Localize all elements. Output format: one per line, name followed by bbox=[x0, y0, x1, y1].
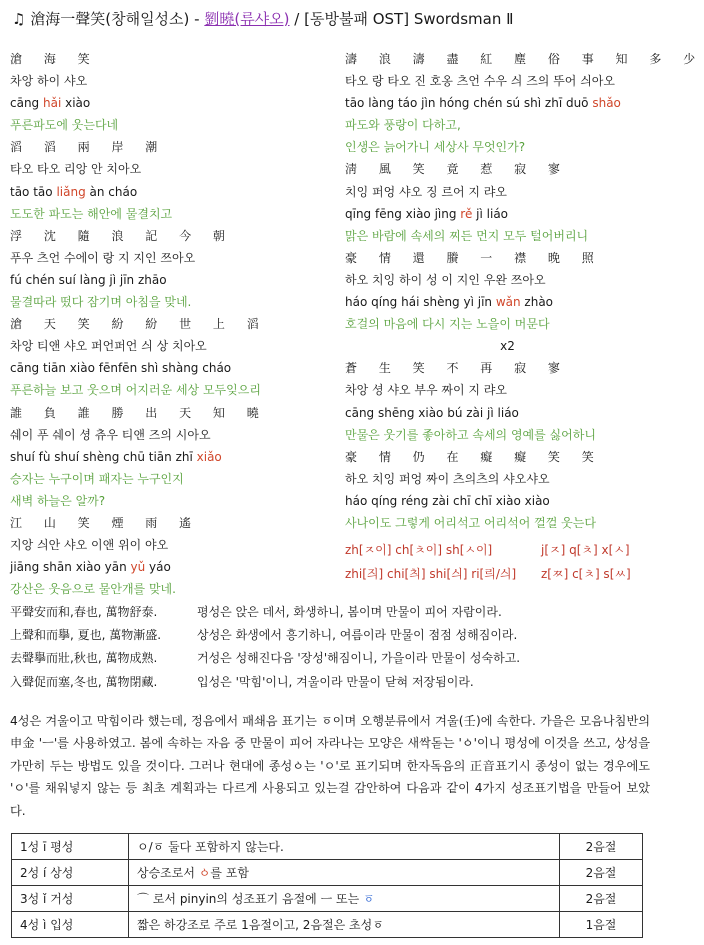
lyric-line: 誰 負 誰 勝 出 天 知 曉 bbox=[10, 405, 268, 420]
translation-line: 파도와 풍랑이 다하고, bbox=[345, 118, 461, 133]
tone-name-cell: 3성 ǐ 거성 bbox=[12, 886, 129, 912]
table-row bbox=[12, 912, 643, 938]
source-label: [동방불패 OST] Swordsman Ⅱ bbox=[304, 10, 514, 28]
translation-line: 사나이도 그렇게 어리석고 어리석어 껄껄 웃는다 bbox=[345, 515, 596, 530]
tone-highlight: rě bbox=[460, 206, 473, 221]
lyric-line: 豪 情 仍 在 癡 癡 笑 笑 bbox=[345, 449, 603, 464]
phonetic-row bbox=[345, 538, 650, 562]
lyric-line: háo qíng hái shèng yì jīn wǎn zhào bbox=[345, 295, 554, 310]
lyric-line: cāng hǎi xiào bbox=[10, 96, 91, 111]
phonetic-right: z[ㅉ] c[ㅊ] s[ㅆ] bbox=[541, 567, 631, 581]
table-row bbox=[12, 886, 643, 912]
tone-desc-cell: ⌒ 로서 pinyin의 성조표기 음절에 ㅡ 또는 ㆆ bbox=[129, 886, 560, 912]
table-row bbox=[12, 834, 643, 860]
tone-name-cell: 4성 ì 입성 bbox=[12, 912, 129, 938]
tone-highlight: hǎi bbox=[43, 96, 62, 111]
lyric-line: tāo làng táo jìn hóng chén sú shì zhī duō shǎo bbox=[345, 96, 621, 111]
lyric-line: 하오 치잉 퍼엉 짜이 츠의츠의 샤오샤오 bbox=[345, 471, 550, 486]
tone-hanja: 平聲安而和,春也, 萬物舒泰. bbox=[10, 605, 158, 619]
phonetic-left: zh[ㅈ이] ch[ㅊ이] sh[ㅅ이] bbox=[345, 543, 493, 557]
lyric-line: háo qíng réng zài chī chī xiào xiào bbox=[345, 493, 550, 508]
tone-highlight: shǎo bbox=[592, 96, 621, 111]
translation-line: 강산은 웃음으로 물안개를 맞네. bbox=[10, 582, 176, 597]
tone-korean: 상성은 화생에서 흥기하니, 여름이라 만물이 점점 성해짐이라. bbox=[197, 628, 518, 643]
lyric-line: 지앙 싀안 샤오 이앤 위이 야오 bbox=[10, 538, 169, 553]
tone-hanja: 去聲擧而壯,秋也, 萬物成熟. bbox=[10, 651, 158, 666]
tone-name-cell: 1성 ī 평성 bbox=[12, 834, 129, 860]
lyric-line: jiāng shān xiào yān yǔ yáo bbox=[10, 560, 171, 575]
phonetic-right: j[ㅈ] q[ㅊ] x[ㅅ] bbox=[541, 543, 630, 557]
syllable-cell: 2음절 bbox=[560, 860, 643, 886]
phonetic-left: zhi[즤] chi[츼] shi[싀] ri[릐/싀] bbox=[345, 567, 517, 581]
lyric-line: 滔 滔 兩 岸 潮 bbox=[10, 140, 167, 155]
lyric-line: 타오 타오 리앙 안 치아오 bbox=[10, 162, 142, 177]
translation-line: 인생은 늙어가니 세상사 무엇인가? bbox=[345, 140, 526, 155]
music-note-icon: ♫ bbox=[12, 10, 26, 28]
lyrics-right-column bbox=[345, 48, 704, 534]
lyric-line: 滄 天 笑 紛 紛 世 上 滔 bbox=[10, 317, 268, 332]
lyric-line: x2 bbox=[500, 339, 515, 354]
translation-line: 맑은 바람에 속세의 찌든 먼지 모두 털어버리니 bbox=[345, 228, 589, 243]
lyric-line: 차앙 셩 샤오 부우 짜이 지 랴오 bbox=[345, 383, 507, 398]
lyric-line: 淸 風 笑 竟 惹 寂 寥 bbox=[345, 162, 569, 177]
lyric-line: fú chén suí làng jì jīn zhāo bbox=[10, 272, 167, 287]
tone-highlight: yǔ bbox=[130, 560, 146, 575]
tone-highlight: xiǎo bbox=[196, 449, 222, 464]
tone-hanja: 入聲促而塞,冬也, 萬物閉藏. bbox=[10, 674, 158, 689]
phonetic-row bbox=[345, 562, 650, 586]
translation-line: 물결따라 떴다 잠기며 아침을 맞네. bbox=[10, 295, 192, 310]
syllable-cell: 2음절 bbox=[560, 886, 643, 912]
tone-desc-cell: 상승조로서 ㆁ를 포함 bbox=[129, 860, 560, 886]
tone-table bbox=[11, 833, 643, 938]
translation-line: 푸른파도에 웃는다네 bbox=[10, 118, 119, 133]
page-title: ♫ 滄海一聲笑(창해일성소) - 劉曉(류샤오) / [동방불패 OST] Swordsman Ⅱ bbox=[12, 10, 514, 28]
song-title: 滄海一聲笑(창해일성소) bbox=[30, 10, 190, 28]
lyric-line: 치잉 퍼엉 샤오 징 르어 지 랴오 bbox=[345, 184, 507, 199]
phonetic-guide bbox=[345, 538, 650, 586]
tone-hanja: 上聲和而擧, 夏也, 萬物漸盛. bbox=[10, 628, 162, 643]
lyric-line: 푸우 츠언 수에이 랑 지 지인 쯔아오 bbox=[10, 250, 196, 265]
tone-korean: 입성은 '막힘'이니, 겨울이라 만물이 닫혀 저장됨이라. bbox=[197, 674, 474, 689]
lyric-line: cāng shēng xiào bú zài jì liáo bbox=[345, 405, 519, 420]
translation-line: 새벽 하늘은 알까? bbox=[10, 493, 106, 508]
table-row bbox=[12, 860, 643, 886]
lyric-line: tāo tāo liǎng àn cháo bbox=[10, 184, 138, 199]
tone-name-cell: 2성 í 상성 bbox=[12, 860, 129, 886]
lyrics-left-column bbox=[10, 48, 328, 600]
lyric-line: 滄 海 笑 bbox=[10, 52, 99, 66]
tone-korean: 평성은 앉은 데서, 화생하니, 봄이며 만물이 피어 자람이라. bbox=[197, 605, 502, 619]
syllable-cell: 1음절 bbox=[560, 912, 643, 938]
lyric-line: 濤 浪 濤 盡 紅 塵 俗 事 知 多 少 bbox=[345, 52, 704, 66]
translation-line: 승자는 누구이며 패자는 누구인지 bbox=[10, 471, 184, 486]
artist-link[interactable]: 劉曉(류샤오) bbox=[204, 10, 290, 28]
lyric-line: shuí fù shuí shèng chū tiān zhī xiǎo bbox=[10, 449, 222, 464]
lyric-line: qīng fēng xiào jìng rě jì liáo bbox=[345, 206, 509, 221]
translation-line: 호걸의 마음에 다시 지는 노을이 머문다 bbox=[345, 317, 550, 332]
tone-highlight: wǎn bbox=[495, 295, 521, 310]
translation-line: 만물은 웃기를 좋아하고 속세의 영예를 싫어하니 bbox=[345, 427, 596, 442]
lyric-line: 蒼 生 笑 不 再 寂 寥 bbox=[345, 361, 569, 376]
lyric-line: 豪 情 還 賸 一 襟 晚 照 bbox=[345, 250, 603, 265]
lyric-line: 하오 치잉 하이 성 이 지인 우완 쯔아오 bbox=[345, 272, 546, 287]
lyric-line: 江 山 笑 煙 雨 遙 bbox=[10, 515, 201, 530]
lyric-line: 浮 沈 隨 浪 記 今 朝 bbox=[10, 228, 234, 243]
lyric-line: cāng tiān xiào fēnfēn shì shàng cháo bbox=[10, 361, 232, 376]
tone-desc-cell: 짧은 하강조로 주로 1음절이고, 2음절은 초성ㆆ bbox=[129, 912, 560, 938]
lyric-line: 차앙 하이 샤오 bbox=[10, 74, 88, 89]
tone-desc-cell: ㅇ/ㆆ 둘다 포함하지 않는다. bbox=[129, 834, 560, 860]
syllable-cell: 2음절 bbox=[560, 834, 643, 860]
tone-paragraph: 4성은 겨울이고 막힘이라 했는데, 정음에서 패쇄음 표기는 ㆆ이며 오행분류에서 겨울(壬)에 속한다. 가을은 모음나침반의 申金 'ㅡ'를 사용하였고. 봄에 속하는 자음 중 만물이 피어 자라나는 모양은 새싹돋는 'ㆁ'이니 평성에 이것을 쓰고, 상성을 가만히 두는 방법도 있을 것이다. 그러나 현대에 종성ㆁ는 'ㅇ'로 표기되며 한자독음의 正音표기시 종성이 없는 경우에도 'ㅇ'를 채워넣지 않는 등 최초 계획과는 다르게 사용되고 있는걸 감안하여 다음과 같이 4가지 성조표기법을 만들어 보았다. bbox=[10, 714, 650, 818]
translation-line: 도도한 파도는 해안에 물결치고 bbox=[10, 206, 173, 221]
tone-korean: 거성은 성해진다음 '장성'해짐이니, 가을이라 만물이 성숙하고. bbox=[197, 651, 521, 666]
tone-highlight: liǎng bbox=[56, 184, 86, 199]
lyric-line: 타오 랑 타오 진 호옹 츠언 수우 싀 즈의 뚜어 싀아오 bbox=[345, 74, 615, 89]
translation-line: 푸른하늘 보고 웃으며 어지러운 세상 모두잊으리 bbox=[10, 383, 261, 398]
lyric-line: 쉐이 푸 쉐이 셩 츄우 티앤 즈의 시아오 bbox=[10, 427, 211, 442]
lyric-line: 차앙 티앤 샤오 퍼언퍼언 싀 상 치아오 bbox=[10, 339, 207, 354]
